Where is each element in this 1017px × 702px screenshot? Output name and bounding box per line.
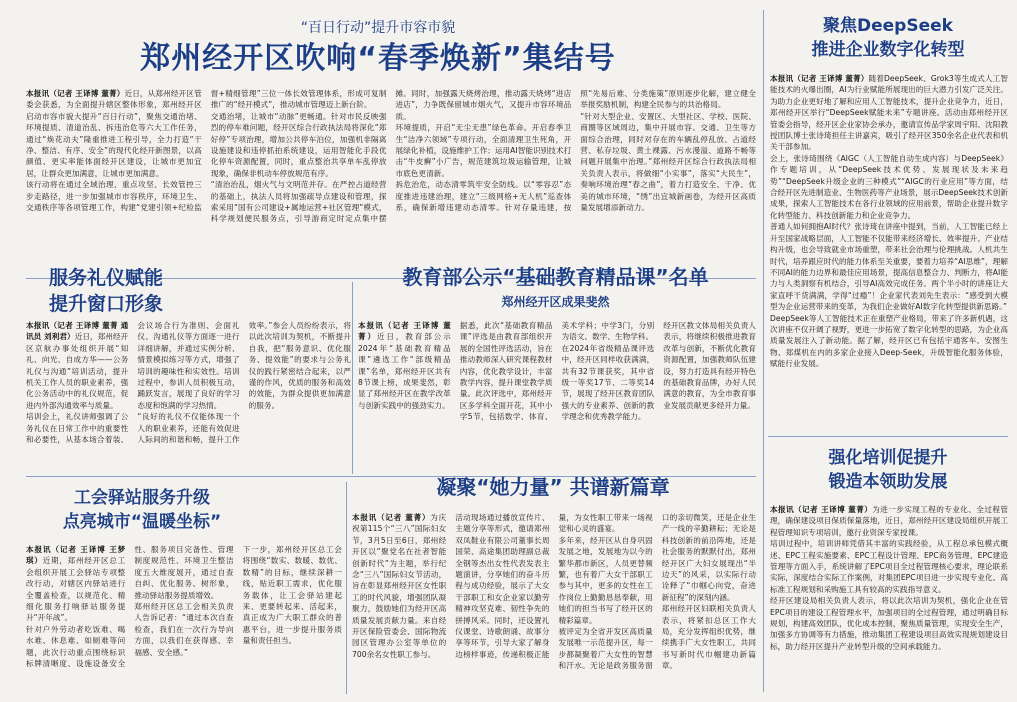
etiquette-headline — [26, 265, 186, 325]
union-headline — [26, 486, 258, 542]
training-body — [770, 504, 1008, 696]
etiquette-paragraph: 培训会上，礼仪讲师强调了公务礼仪在日常工作中的重要性和必要性，从基本场合着装、会议场合行为准则、会面礼仪、沟通礼仪等方面逐一进行详细讲解，并通过实例分析、情景模拟练习等方式，增强了培训的趣味性和实效性。培训过程中，参训人员积极互动，踊跃发言，展现了良好的学习态度和饱满的学习热情。 — [26, 321, 240, 445]
subheadline-text: 郑州经开区成果斐然 — [501, 295, 610, 309]
training-paragraph: 经开区建设局相关负责人表示，将以此次培训为契机，强化企业在管EPC项目的建设工程管理水平，加强项目的全过程管理，通过明确目标规划，构建高效团队，优化成本控制，聚焦质量管理，实现安全生产，加强多方协调等有力措施，推动集团工程建设项目高效实现规划建设目标，助力经开区提升产业转型升级的空间承载能力。 — [770, 596, 1008, 651]
divider — [352, 282, 353, 474]
women-paragraph: 活动现场通过播放宣传片、主题分享等形式，邀请郑州双凤鞋业有限公司董事长周国荣、高途集团助理副总裁全钢等杰出女性代表发表主题演讲，分享她们的奋斗历程与成功经验，展示了大女干部职工和女企业家以勤劳精神攻坚克难、韧性争先的拼搏风采。同时，还设置礼仪课堂、诗歌朗诵、故事分享等环节，引导大家了解身边榜样事迹，传递积极正能量，为女性职工带来一场视觉和心灵的盛宴。 — [455, 513, 653, 659]
headline-text: 教育部公示“基础教育精品课”名单 — [402, 265, 709, 289]
training-headline — [768, 446, 1008, 502]
women-text-0: 为庆祝第115个“三八”国际妇女节，3月5日至6日，郑州经开区以“聚党名在社者智能创新时代”为主题，举行纪念“三八”国际妇女节活动，旨在彰显郑州经开区女性职工的时代风貌，增强团队凝聚力，鼓励她们为经开区高质量发展贡献力量。来自经开区保险管委会、国际物流园区管理办公室等单位的700余名女性职工参与。 — [352, 513, 447, 659]
deepseek-paragraph — [770, 73, 1008, 153]
curriculum-paragraph — [358, 320, 451, 411]
etiquette-byline: 本报讯（记者 王译博 董菁 通讯员 刘利君） — [26, 321, 129, 342]
training-text-0: 为进一步实现工程的专业化、全过程管理，确保建设项目保质保量落地，近日，郑州经开区建设局组织开展工程管理知识专项培训，邀行业资深专家授课。 — [770, 505, 1008, 537]
curriculum-paragraph: 据悉，此次“基础教育精品课”评选是由教育部组织开展的全国性评选活动，旨在推动教师深入研究课程教材内容，优化教学设计，丰富教学内容，提升课堂教学质量。此次评选中，郑州经开区多学科全面开花，其中小学5节，包括数学、体育、美术学科；中学3门，分别为语文、数学、生物学科。 — [459, 321, 655, 422]
union-paragraph: 下一步，郑州经开区总工会将围绕“数实、数暖、数优、数精”的目标，继续深耕一线，贴近职工需求，优化服务载体，让工会驿站建起来、更要转起来、活起来，真正成为广大职工群众的普惠平台，进一步提升服务质量和责任担当。 — [242, 545, 342, 646]
curriculum-subheadline — [355, 294, 756, 312]
headline-line: 推进企业数字化转型 — [811, 40, 965, 60]
headline-line: 服务礼仪赋能 — [48, 267, 163, 289]
headline-line: 强化培训促提升 — [828, 448, 948, 468]
lead-byline: 本报讯（记者 王译博 董菁） — [26, 89, 125, 98]
divider — [768, 436, 1008, 437]
headline-line: 提升窗口形象 — [48, 293, 163, 315]
deepseek-headline — [768, 14, 1008, 70]
union-paragraph: 针对户外劳动者吃饭难、喝水难、休息难、如厕难等问题，此次行动重点围绕标识标牌清晰度、设施设备安全性、服务项目完备性、管理制度规范性、环境卫生整洁度五大维度展开，通过自查自纠、优化服务、树形象，推动驿站服务提质增效。 — [26, 545, 234, 669]
training-paragraph: 培训过程中，培训讲师凭借其丰富的实践经验，从工程总承包模式概述、EPC工程实施要素、EPC工程设计管理、EPC商务管理、EPC建造管理等方面入手，系统讲解了EPC项目全过程管理核心要求，理论联系实际，深度结合实际工作案例，对集团EPC项目进一步实现专业化、高标准工程规划和采购施工具有较高的实践指导意义。 — [770, 539, 1008, 594]
headline-line: 锻造本领助发展 — [828, 472, 948, 492]
curriculum-byline: 本报讯（记者 王译博 董菁） — [358, 321, 451, 342]
union-byline: 本报讯（记者 王译博 王梦琪） — [26, 545, 126, 566]
deepseek-body — [770, 73, 1008, 430]
lead-paragraph: 拆危治危，动态清零筑牢安全防线。以“零容忍”态度推进违建治理，建立“三级网格+无人机”巡查体系，确保新增违建动态清零。针对存量违建，按照“先易后难、分类施策”原则逐步化解，建立健全举报奖励机制，构建全民参与的共治格局。 — [395, 89, 756, 213]
deepseek-byline: 本报讯（记者 王译博 董菁） — [770, 74, 869, 83]
women-paragraph — [352, 512, 446, 660]
curriculum-headline — [355, 262, 756, 296]
women-paragraph: 郑州经开区妇联相关负责人表示，将紧扣总区工作大局，充分发挥组织优势，继续携手广大女性职工，共同书写新时代巾帼建功新篇章。 — [661, 604, 756, 671]
etiquette-paragraph — [26, 320, 128, 411]
women-paragraph: 被评定为全省开发区高质量发展唯一示范提升区，每一步都凝聚着广大女性的智慧和汗水。无论是政务服务窗口的亲切微笑，还是企业生产一线的辛勤耕耘；无论是科技创新的前沿阵地，还是社会服务的默默付出，郑州经开区广大妇女展现出“半边天”的风采，以实际行动诠释了“巾帼心向党，奋进新征程”的深刻内涵。 — [558, 513, 756, 671]
etiquette-body — [26, 320, 351, 472]
deepseek-paragraph: 普通人如何拥抱AI时代？张诗琦在讲座中提到，当前，人工智能已经上升至国家战略层面，人工智能不仅能带来经济增长、效率提升、产业结构升级，也会导致就业市场重塑，带来社会治理与伦理挑战。人机共生时代，培养跟应时代的能力体系至关重要，要着力培养“AI思维”，理解不同AI的能力边界和最佳应用场景，提高信息整合力、判断力，将AI能力与人类洞察有机结合，引导AI高效完成任务。两个半小时的讲座让大家直呼干货满满，学得“过瘾”！企业家代表刘先生表示：“感受到大模型为企业运营带来的变革，为我们企业做好AI数字化转型提供新思路。” — [770, 222, 1008, 312]
etiquette-text-0: 近日，郑州经开区京航办事处组织开展“知礼、向光、自成方华——公务礼仪与沟通”培训活动，提升机关工作人员的职业素养，强化公务活动中的礼仪规范，促进内外部沟通效率与质量。 — [26, 332, 129, 410]
headline-text: 郑州经开区吹响“春季焕新”集结号 — [140, 41, 616, 76]
divider — [763, 10, 764, 692]
headline-line: 工会驿站服务升级 — [74, 488, 210, 508]
lead-paragraph: “清治治乱，烟火气与文明范并存。在严控占道经营的基础上，执法人员将加强疏导点建设和管理，探索采用“国有公司建设+属地运营+社区管理”模式，科学规划便民服务点，引导游商定时定点集中摆摊。同时，加强露天烧烤治理，推动露天烧烤“进店进店”，力争既保留城市烟火气，又提升市容环境品质。 — [210, 89, 572, 224]
union-text-0: 近期，郑州经开区总工会组织开展工会驿站专项整改行动，对辖区内驿站进行全覆盖检查，以规范化、精细化服务打响驿站服务提升“开年战”。 — [26, 556, 126, 623]
training-byline: 本报讯（记者 王译博 董菁） — [770, 505, 873, 514]
deepseek-paragraph: DeepSeek等人工智能技术正在重塑产业格局，带来了许多新机遇，这次讲座不仅开阔了视野，更进一步拓宽了数字化转型的思路，为企业高质量发展注入了新动能。据了解，经开区已有包括宇通客车、安图生物、郑煤机在内的多家企业接入Deep-Seek，升级智能化服务体验，赋能行业发展。 — [770, 313, 1008, 369]
lead-body — [26, 88, 756, 273]
union-body — [26, 544, 342, 696]
lead-text-0: 近日，从郑州经开区管委会获悉，为全面提升辖区整体形象，郑州经开区启动市容市貌大提升“百日行动”，聚焦交通治堵、环境提质、清道治乱、拆违治危等六大工作任务，通过“焕花动夫”隆重推进工程引导，全力打造“干净、整洁、有序、安全”的现代化经开新图景，以高颜值、更实率能体面经开区建设，让城市更加宜居，让群众更加满意，让城市更加满意。 — [26, 89, 202, 178]
training-paragraph — [770, 504, 1008, 538]
women-byline: 本报讯（记者 董菁） — [352, 513, 431, 522]
lead-paragraph: “针对大型企业、安置区、大型社区、学校、医院、商圈等区域周边，集中开展市容、交通、卫生等方面综合治理，同时对存在的车辆乱停乱放、占道经营、私存垃圾、黄土裸露、污水漫溢、道路不畅等问题开展集中治理。”郑州经开区综合行政执法局相关负责人表示，将做细“小实事”，落实“大民生”，奏响环境治理“春之曲”，着力打造安全、干净、优美的城市环境，“绣”出宜城新画卷，为经开区高质量发展增添新动力。 — [580, 111, 756, 213]
curriculum-text-0: 近日，教育部公示2024年“基础教育精品课”遴选工作“部级精品课”名单，郑州经开区共有8节课上榜，成果斐然，彰显了郑州经开区在教学改革与创新实践中的强劲实力。 — [358, 332, 451, 410]
deepseek-text-0: 随着DeepSeek、Grok3等生成式人工智能技术的火爆出圈，AI为行业赋能所展现出的巨大潜力引发广泛关注。为助力企业更好地了解和应用人工智能技术，提升企业竞争力，近日，郑州经开区举行“DeepSeek赋能未来”专题讲座。活动由郑州经开区管委会指导，经开区企业家协会承办，邀请宣传品学家周宇阳、沈阳教授团队博士张诗琦担任主讲嘉宾，吸引了经开区350余名企业代表和机关干部参加。 — [770, 74, 1008, 152]
kicker-text: “百日行动”提升市容市貌 — [300, 20, 456, 36]
headline-line: 点亮城市“温暖坐标” — [62, 512, 222, 532]
women-headline — [350, 470, 756, 510]
union-paragraph: 郑州经开区总工会相关负责人告诉记者：“通过本次自查检查，我们在一次行为导向方面，以我们在获得感、幸福感、安全感。” — [134, 602, 234, 657]
etiquette-paragraph: “良好的礼仪不仅能体现一个人的职业素养，还能有效促进人际间的和谐和畅，提升工作效率。”参会人员纷纷表示，将以此次培训为契机，不断提升自我，把“服务意识、优化服务、提效能”的要求与公务礼仪的践行紧密结合起来，以严谨的作风，优质的服务和高效的效能，为群众提供更加满意的服务。 — [137, 321, 351, 445]
curriculum-paragraph: 经开区教文体局相关负责人表示，将继续积极推进教育改革与创新，不断优化教育资源配置，加强教师队伍建设，努力打造具有经开特色的基础教育品牌，办好人民满意的教育，为全市教育事业发展贡献更多经开力量。 — [663, 321, 756, 410]
lead-kicker — [0, 17, 756, 37]
deepseek-paragraph: 会上，张诗琦围绕《AIGC（人工智能自动生成内容）与DeepSeek》作专题培训，从“DeepSeek技术优势、发展现状及未来趋势”“DeepSeek升级企业的三种模式”“AIGC的行业应用”等方面，结合经开区先进制造业、生物医药等产业场景，展示DeepSeek技术创新成果，探索人工智能技术在各行业领域的应用前景，帮助企业提升数字化转型能力、科技创新能力和企业竞争力。 — [770, 153, 1008, 220]
union-paragraph — [26, 544, 125, 624]
curriculum-paragraph: 在2024年省级精品课评选中，经开区同样收获满满，共有32节课获奖，其中省级一等奖17节、二等奖14节，展现了经开区教育团队强大的专业素养、创新的教学理念和优秀教学能力。 — [561, 343, 655, 422]
women-body — [352, 512, 756, 696]
headline-text: 凝聚“她力量” 共谱新篇章 — [436, 475, 670, 499]
lead-paragraph: 环境提质，开启“无尘无患”绿色革命。开启春季卫生“洁净六领域”专项行动，全面清理卫生死角，开展绿化补植，设施维护工作；运用AI智能识别技术打击“牛皮癣”小广告，规范建筑垃圾运输管理，让城市底色更清新。 — [395, 123, 572, 178]
divider — [346, 482, 347, 694]
lead-headline — [0, 38, 756, 82]
women-paragraph: 多年来，经开区从自身巩固发展之地，发展地为以今的繁华都市新区，人员更替频繁，也有着广大女干部职工参与其中，更多的女性在工作岗位上勤勤恳恳奉献，用她们的担当书写了经开区的精彩篇章。 — [558, 535, 653, 625]
lead-paragraph: 交通治堵，让城市“动脉”更畅通。针对市民反映强烈的停车难问题，经开区综合行政执法局将深化“郑好停”专项治理，增加公共停车泊位，加强机非隔离设施建设和违停抓拍系统建设，运用智能化手段优化停车资源配置，同时，重点整治共享单车乱停放现象，确保非机动车停放规范有序。 — [210, 111, 387, 178]
curriculum-body — [358, 320, 756, 472]
lead-paragraph: 该行动将在通过全域治理、重点攻坚、长效管控三步走路径，进一步加强城市市容秩序，环境卫生、交通秩序等各项管理工作，构建“党建引领+纪检监督+精细管理”三位一体长效管理体系，形成可复制推广的“经开模式”，推动城市管理迈上新台阶。 — [26, 89, 387, 213]
lead-paragraph — [26, 88, 202, 179]
headline-line: 聚焦DeepSeek — [823, 16, 953, 36]
